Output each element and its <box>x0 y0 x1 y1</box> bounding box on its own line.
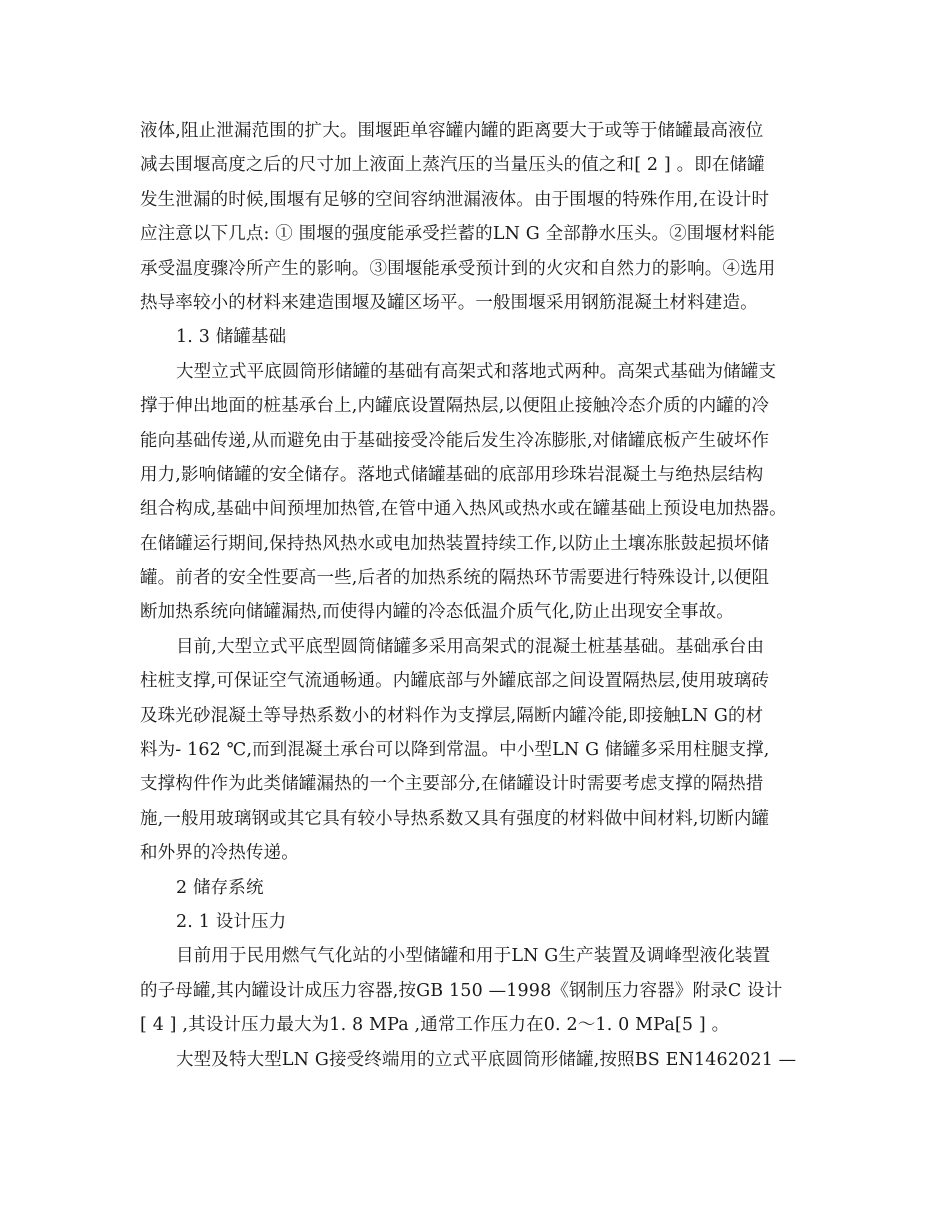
text-line: 1. 3 储罐基础 <box>176 327 287 348</box>
text-line: 断加热系统向储罐漏热,而使得内罐的冷态低温介质气化,防止出现安全事故。 <box>140 602 734 623</box>
text-line: 能向基础传递,从而避免由于基础接受冷能后发生冷冻膨胀,对储罐底板产生破坏作 <box>140 430 770 451</box>
text-line: 应注意以下几点: ① 围堰的强度能承受拦蓄的LN G 全部静水压头。②围堰材料能 <box>140 224 776 245</box>
text-line: 大型立式平底圆筒形储罐的基础有高架式和落地式两种。高架式基础为储罐支 <box>176 361 777 382</box>
text-line: 目前,大型立式平底型圆筒储罐多采用高架式的混凝土桩基基础。基础承台由 <box>176 636 765 657</box>
text-line: 减去围堰高度之后的尺寸加上液面上蒸汽压的当量压头的值之和[ 2 ] 。即在储罐 <box>140 155 765 176</box>
text-line: 支撑构件作为此类储罐漏热的一个主要部分,在储罐设计时需要考虑支撑的隔热措 <box>140 774 764 795</box>
text-line: 目前用于民用燃气气化站的小型储罐和用于LN G生产装置及调峰型液化装置 <box>176 946 771 967</box>
text-line: 用力,影响储罐的安全储存。落地式储罐基础的底部用珍珠岩混凝土与绝热层结构 <box>140 464 764 485</box>
text-line: 2 储存系统 <box>176 877 264 898</box>
text-line: 及珠光砂混凝土等导热系数小的材料作为支撑层,隔断内罐冷能,即接触LN G的材 <box>140 705 764 726</box>
text-line: 发生泄漏的时候,围堰有足够的空间容纳泄漏液体。由于围堰的特殊作用,在设计时 <box>140 189 770 210</box>
text-line: 2. 1 设计压力 <box>176 911 287 932</box>
text-line: 承受温度骤冷所产生的影响。③围堰能承受预计到的火灾和自然力的影响。④选用 <box>140 258 776 279</box>
text-line: 和外界的冷热传递。 <box>140 843 299 864</box>
document-body <box>140 114 815 1077</box>
text-line: 罐。前者的安全性要高一些,后者的加热系统的隔热环节需要进行特殊设计,以便阻 <box>140 568 770 589</box>
text-line: 施,一般用玻璃钢或其它具有较小导热系数又具有强度的材料做中间材料,切断内罐 <box>140 808 770 829</box>
text-line: 组合构成,基础中间预埋加热管,在管中通入热风或热水或在罐基础上预设电加热器。 <box>140 499 787 520</box>
text-line: 撑于伸出地面的桩基承台上,内罐底设置隔热层,以便阻止接触冷态介质的内罐的冷 <box>140 396 770 417</box>
text-line: 大型及特大型LN G接受终端用的立式平底圆筒形储罐,按照BS EN1462021 — <box>176 1049 797 1070</box>
text-line: 的子母罐,其内罐设计成压力容器,按GB 150 —1998《钢制压力容器》附录C 设计 <box>140 980 783 1001</box>
text-line: 料为- 162 ℃,而到混凝土承台可以降到常温。中小型LN G 储罐多采用柱腿支撑, <box>140 740 770 761</box>
text-line: [ 4 ] ,其设计压力最大为1. 8 MPa ,通常工作压力在0. 2～1. 0 MPa[5 ] 。 <box>140 1015 730 1036</box>
text-line: 热导率较小的材料来建造围堰及罐区场平。一般围堰采用钢筋混凝土材料建造。 <box>140 292 758 313</box>
text-line: 柱桩支撑,可保证空气流通畅通。内罐底部与外罐底部之间设置隔热层,使用玻璃砖 <box>140 671 770 692</box>
text-line: 液体,阻止泄漏范围的扩大。围堰距单容罐内罐的距离要大于或等于储罐最高液位 <box>140 121 764 141</box>
text-line: 在储罐运行期间,保持热风热水或电加热装置持续工作,以防止土壤冻胀鼓起损坏储 <box>140 533 770 554</box>
